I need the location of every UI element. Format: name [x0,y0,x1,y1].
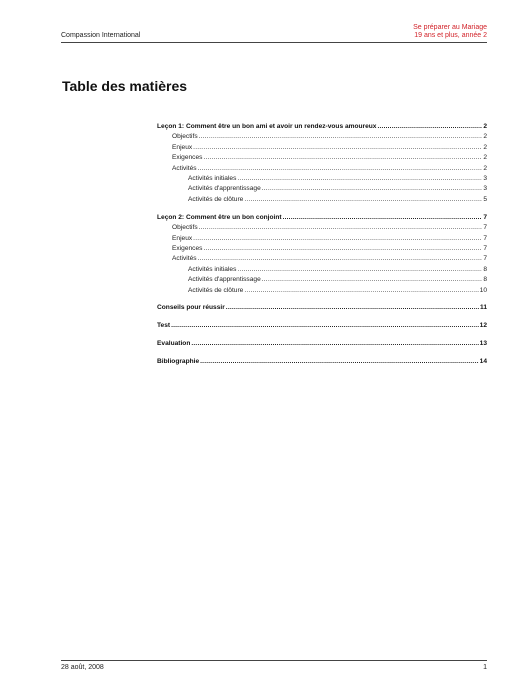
toc-entry-page: 14 [479,358,487,366]
toc-entry[interactable] [188,275,487,284]
toc-entry[interactable] [172,244,487,253]
toc-entry[interactable] [157,321,487,330]
toc-entry[interactable] [157,303,487,312]
toc-entry-label: Activités de clôture [188,286,244,294]
toc-entry[interactable] [188,195,487,204]
toc-dot-leader [203,244,482,253]
toc-entry[interactable] [188,265,487,274]
toc-entry-page: 2 [483,123,487,130]
toc-entry-label: Test [157,322,171,330]
toc-entry-label: Bibliographie [157,358,200,366]
toc-entry-page: 7 [483,244,487,252]
toc-entry-label: Enjeux [172,234,193,242]
toc-entry[interactable] [157,213,487,222]
toc-dot-leader [237,174,482,183]
toc-entry[interactable] [188,286,487,295]
toc-dot-leader [193,234,482,243]
toc-entry-page: 7 [483,234,487,242]
toc-entry-label: Activités d'apprentissage [188,276,261,284]
toc-entry[interactable] [172,234,487,243]
toc-dot-leader [226,303,479,312]
toc-entry-label: Leçon 2: Comment être un bon conjoint [157,213,282,221]
toc-dot-leader [171,321,479,330]
toc-entry-page: 10 [479,286,487,294]
toc-entry-page: 7 [483,213,487,221]
toc-entry[interactable] [157,357,487,366]
toc-entry[interactable] [188,174,487,183]
toc-dot-leader [244,286,478,295]
toc-entry-label: Objectifs [172,224,198,232]
toc-dot-leader [191,339,478,348]
toc-dot-leader [198,164,483,173]
toc-entry[interactable] [172,164,487,173]
toc-entry-page: 2 [483,164,487,172]
toc-entry-label: Conseils pour réussir [157,304,225,312]
toc-entry[interactable] [157,339,487,348]
toc-dot-leader [200,357,479,366]
toc-dot-leader [203,153,482,162]
toc-dot-leader [377,122,482,131]
toc-entry-label: Activités [172,164,197,172]
toc-entry-label: Enjeux [172,143,193,151]
toc-dot-leader [244,195,482,204]
header-course-subtitle: 19 ans et plus, année 2 [414,32,487,39]
toc-entry-page: 2 [483,133,487,141]
toc-dot-leader [193,143,482,152]
toc-entry-label: Activités d'apprentissage [188,185,261,193]
toc-dot-leader [237,265,482,274]
toc-entry[interactable] [188,184,487,193]
toc-entry-label: Exigences [172,154,203,162]
toc-entry[interactable] [172,153,487,162]
toc-dot-leader [262,275,483,284]
toc-entry-page: 2 [483,143,487,151]
toc-dot-leader [199,223,483,232]
toc-dot-leader [283,213,483,222]
toc-entry[interactable] [172,254,487,263]
toc-entry-page: 13 [479,340,487,348]
toc-entry-label: Activités initiales [188,265,237,273]
footer-date: 28 août, 2008 [61,664,104,671]
toc-entry-label: Activités de clôture [188,195,244,203]
header-divider [61,42,487,43]
header-organization: Compassion International [61,32,141,39]
toc-entry-page: 5 [483,195,487,203]
page-title: Table des matières [62,78,188,94]
toc-entry-label: Exigences [172,244,203,252]
toc-entry[interactable] [157,122,487,131]
toc-entry-page: 7 [483,255,487,263]
toc-dot-leader [198,254,483,263]
toc-entry[interactable] [172,223,487,232]
footer-divider [61,660,487,661]
header-course [413,24,487,40]
toc-entry-label: Objectifs [172,133,198,141]
toc-entry[interactable] [172,143,487,152]
toc-entry-label: Evaluation [157,340,191,348]
header-course-title: Se préparer au Mariage [413,24,487,31]
toc-entry-page: 2 [483,154,487,162]
toc-entry-label: Leçon 1: Comment être un bon ami et avoir un rendez-vous amoureux [157,123,377,130]
toc-entry-page: 3 [483,185,487,193]
footer-page-number: 1 [483,664,487,671]
toc-entry-page: 11 [480,304,487,312]
toc-entry[interactable] [172,132,487,141]
toc-dot-leader [199,132,483,141]
toc-dot-leader [262,184,483,193]
toc-entry-page: 8 [483,276,487,284]
toc-entry-page: 7 [483,224,487,232]
toc-entry-page: 12 [479,322,487,330]
toc-entry-label: Activités initiales [188,175,237,182]
toc-entry-page: 3 [483,175,487,182]
toc-entry-page: 8 [483,265,487,273]
toc-entry-label: Activités [172,255,197,263]
